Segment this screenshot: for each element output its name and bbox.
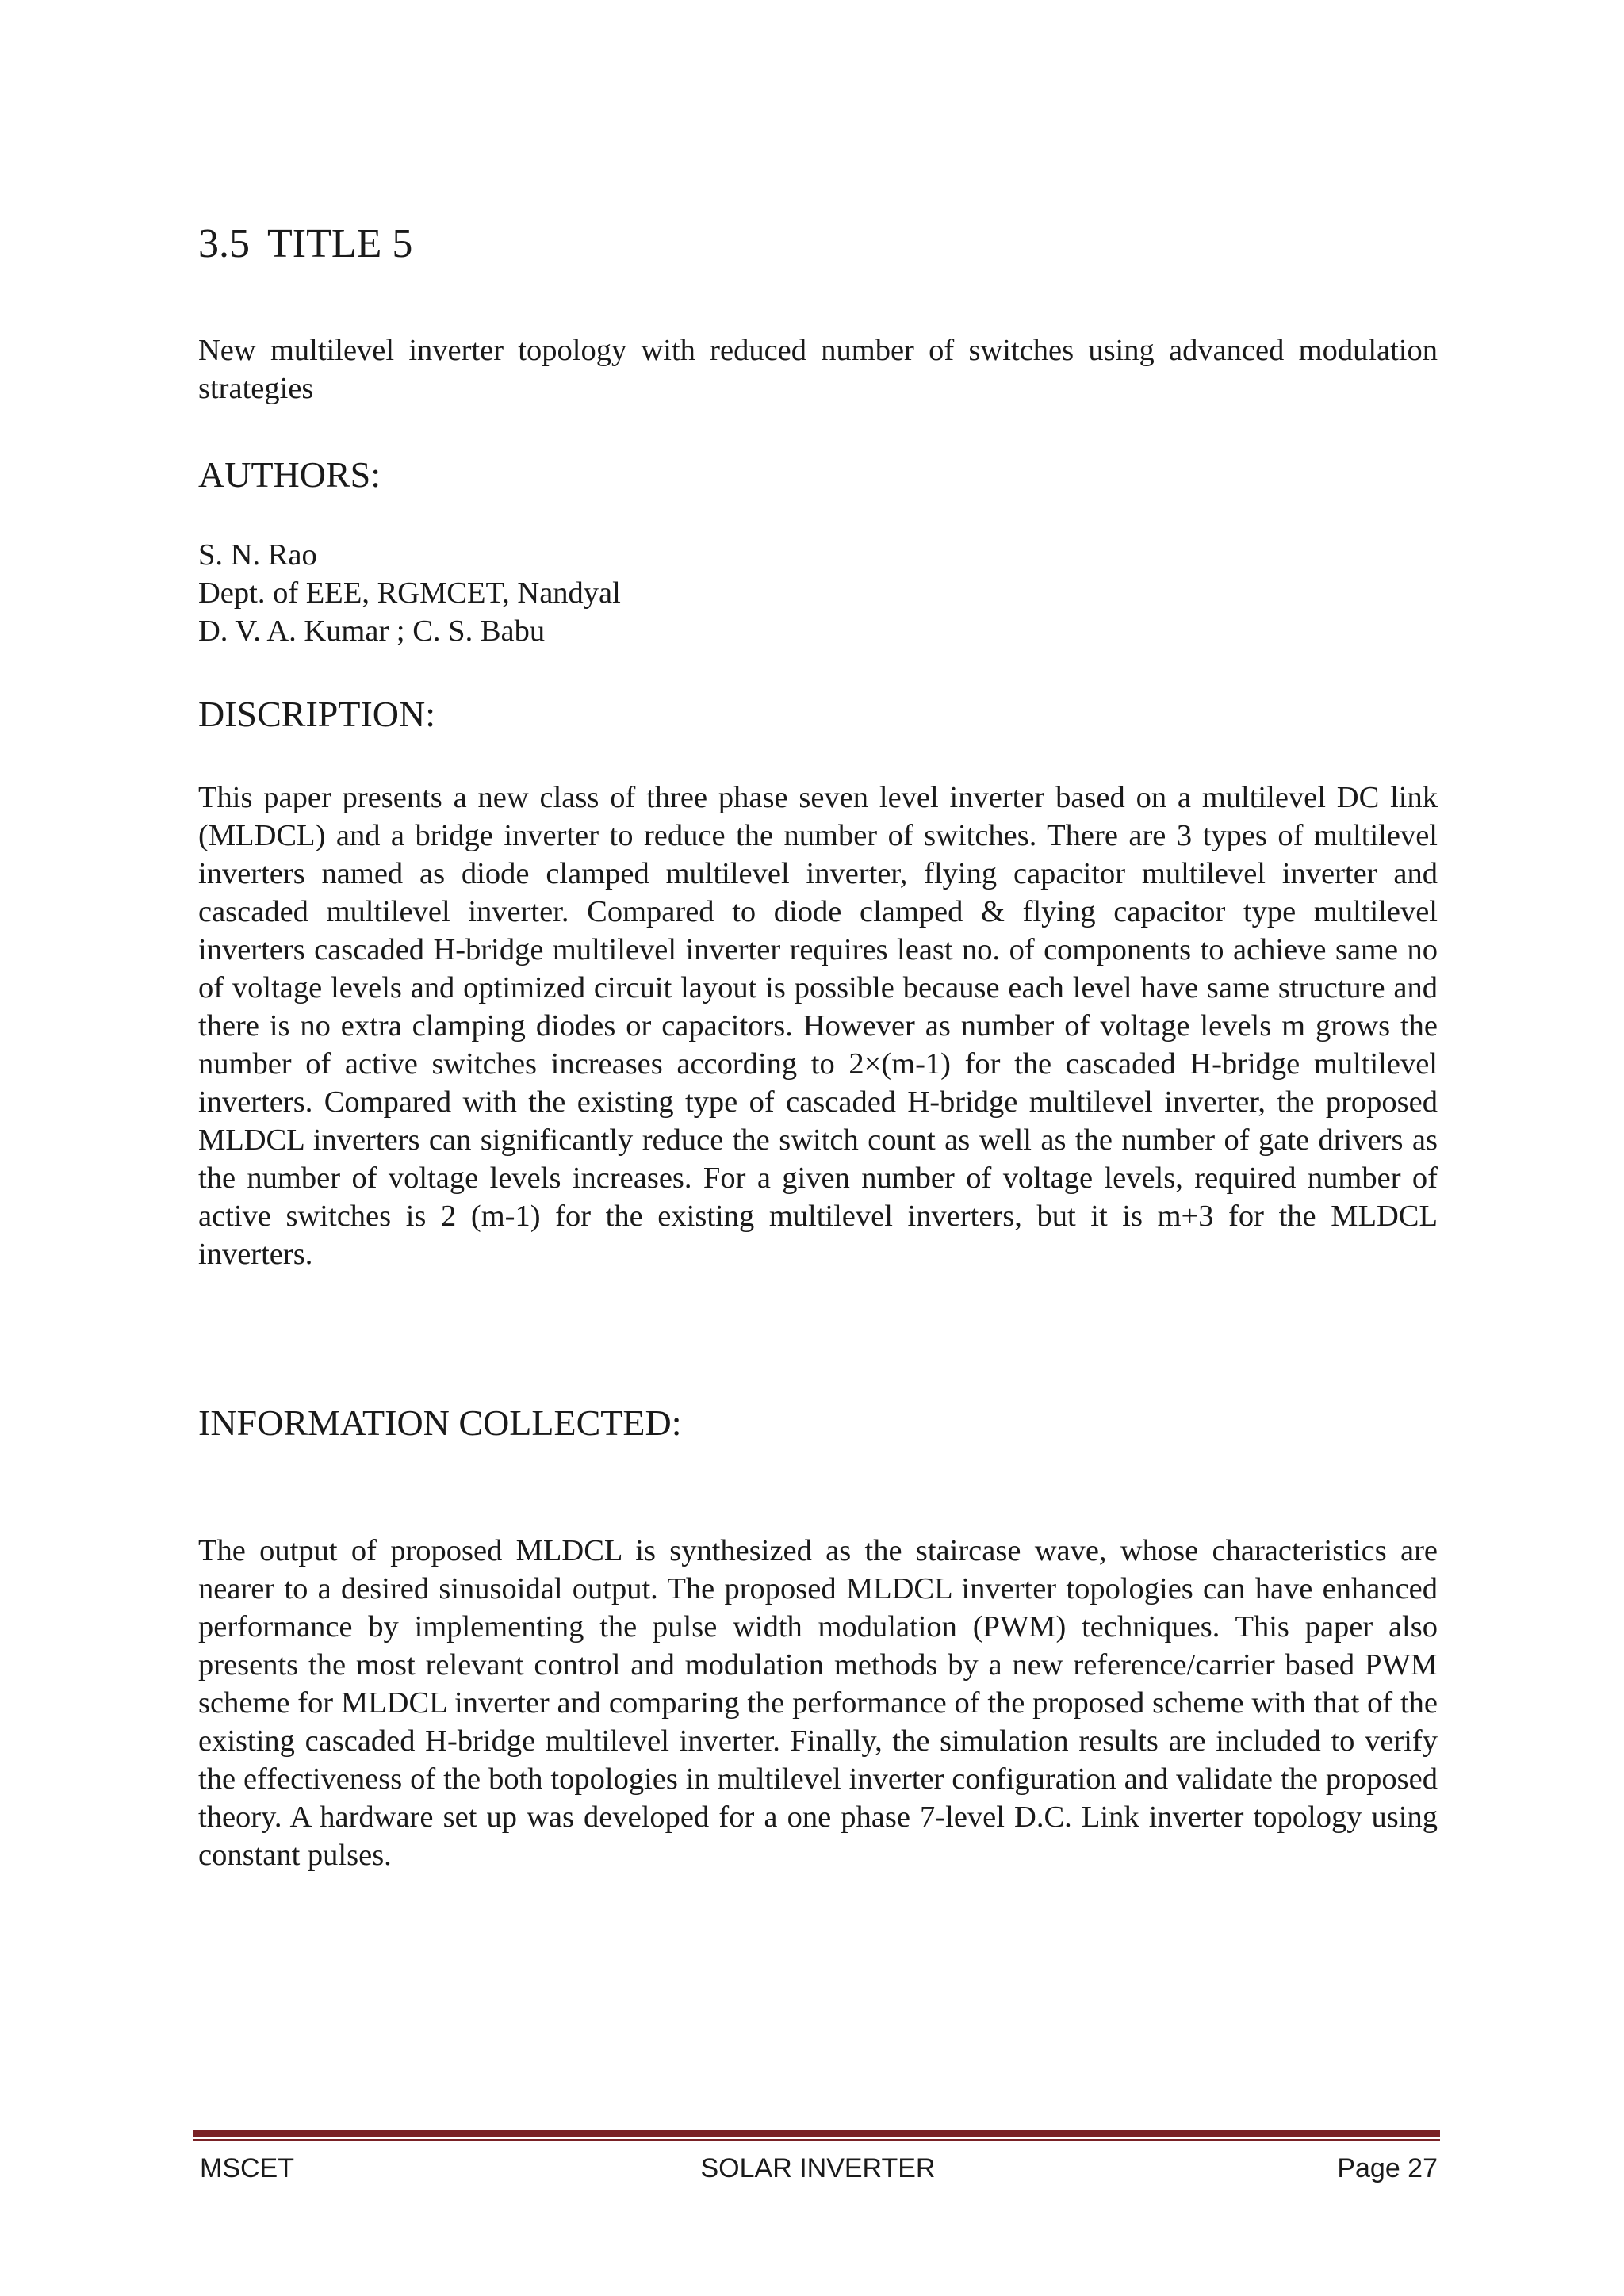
- footer-rule: [193, 2130, 1440, 2137]
- page-footer: [198, 2149, 1438, 2188]
- footer-page-number: Page 27: [1337, 2153, 1438, 2183]
- paper-title: New multilevel inverter topology with reduced number of switches using advanced modulation strategies: [198, 334, 1438, 405]
- information-text: The output of proposed MLDCL is synthesized as the staircase wave, whose characteristics are nearer to a desired sinusoidal output. The proposed MLDCL inverter topologies can have enhanced performance by implementing the pulse width modulation (PWM) techniques. This paper also presents the most relevant control and modulation methods by a new reference/carrier based PWM scheme for MLDCL inverter and comparing the performance of the proposed scheme with that of the existing cascaded H-bridge multilevel inverter. Finally, the simulation results are included to verify the effectiveness of the both topologies in multilevel inverter configuration and validate the proposed theory. A hardware set up was developed for a one phase 7-level D.C. Link inverter topology using constant pulses.: [198, 1534, 1438, 1872]
- author-line: Dept. of EEE, RGMCET, Nandyal: [198, 576, 621, 610]
- authors-heading: AUTHORS:: [198, 454, 381, 495]
- information-heading: INFORMATION COLLECTED:: [198, 1402, 682, 1443]
- description-text: This paper presents a new class of three phase seven level inverter based on a multilevel DC link (MLDCL) and a bridge inverter to reduce the number of switches. There are 3 types of multilevel inverters named as diode clamped multilevel inverter, flying capacitor multilevel inverter and cascaded multilevel inverter. Compared to diode clamped & flying capacitor type multilevel inverters cascaded H-bridge multilevel inverter requires least no. of components to achieve same no of voltage levels and optimized circuit layout is possible because each level have same structure and there is no extra clamping diodes or capacitors. However as number of voltage levels m grows the number of active switches increases according to 2×(m-1) for the cascaded H-bridge multilevel inverters. Compared with the existing type of cascaded H-bridge multilevel inverter, the proposed MLDCL inverters can significantly reduce the switch count as well as the number of gate drivers as the number of voltage levels increases. For a given number of voltage levels, required number of active switches is 2 (m-1) for the existing multilevel inverters, but it is m+3 for the MLDCL inverters.: [198, 781, 1438, 1271]
- section-title: TITLE 5: [267, 221, 413, 266]
- author-line: S. N. Rao: [198, 538, 317, 572]
- description-heading: DISCRIPTION:: [198, 694, 436, 734]
- author-line: D. V. A. Kumar ; C. S. Babu: [198, 614, 546, 648]
- section-number: 3.5: [198, 221, 250, 266]
- footer-institution: MSCET: [200, 2153, 294, 2183]
- footer-rule-thin: [193, 2139, 1440, 2141]
- footer-project-title: SOLAR INVERTER: [700, 2153, 936, 2183]
- authors-list: [198, 536, 621, 650]
- section-heading: [198, 221, 413, 266]
